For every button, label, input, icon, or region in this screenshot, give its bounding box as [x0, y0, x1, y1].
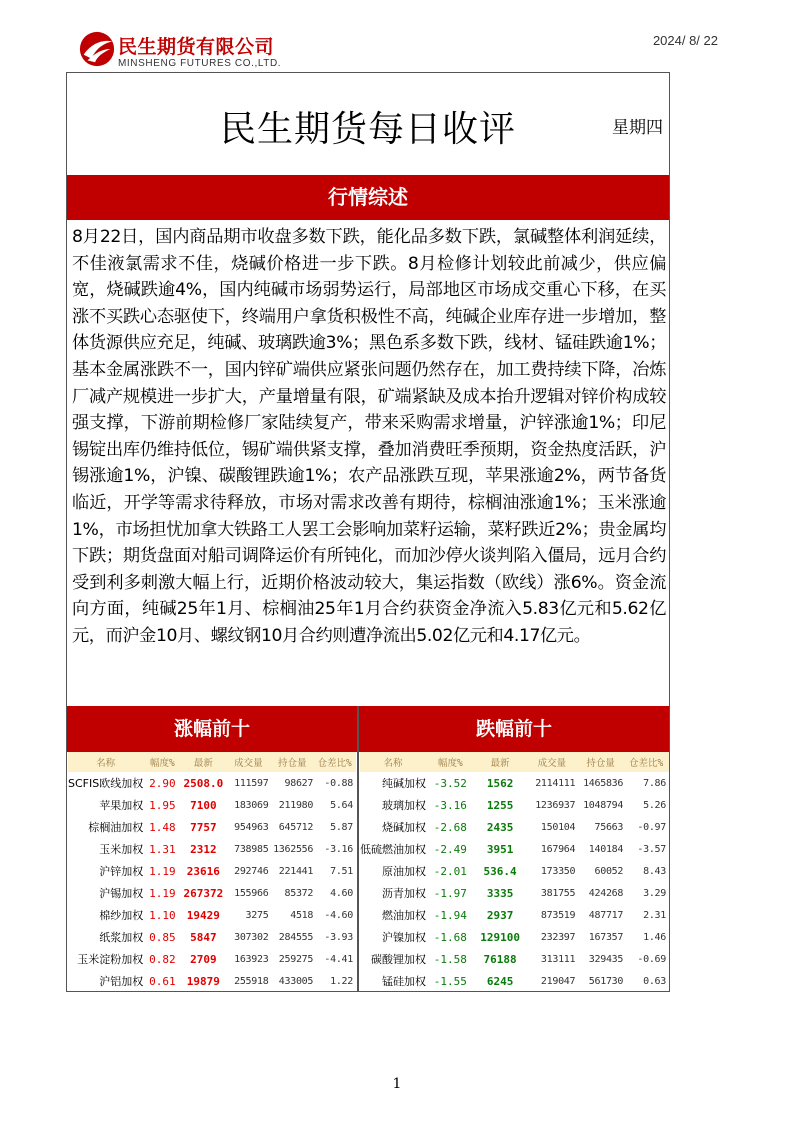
- table-row: [68, 860, 356, 882]
- last-price: 7757: [190, 820, 217, 834]
- open-interest: 561730: [588, 975, 624, 987]
- table-row: [360, 816, 669, 838]
- change-pct: -2.01: [433, 864, 467, 878]
- volume: 1236937: [535, 799, 576, 811]
- last-price: 19429: [186, 908, 220, 922]
- table-divider: [357, 706, 359, 992]
- oi-change-pct: 0.63: [643, 975, 666, 987]
- table-row: [360, 948, 669, 970]
- oi-change-pct: 4.60: [330, 887, 353, 899]
- change-pct: -1.55: [433, 974, 467, 988]
- column-header: 最新: [182, 752, 229, 772]
- last-price: 5847: [190, 930, 217, 944]
- volume: 155966: [234, 887, 269, 899]
- volume: 111597: [234, 777, 269, 789]
- open-interest: 98627: [284, 777, 314, 789]
- table-row: [68, 926, 356, 948]
- contract-name: 沪锌加权: [99, 865, 144, 878]
- volume: 873519: [540, 909, 576, 921]
- change-pct: 1.19: [149, 864, 176, 878]
- open-interest: 259275: [278, 953, 314, 965]
- change-pct: 1.48: [149, 820, 176, 834]
- last-price: 1255: [486, 798, 514, 812]
- last-price: 2312: [190, 842, 217, 856]
- company-name-cn: 民生期货有限公司: [118, 36, 275, 58]
- change-pct: 0.85: [149, 930, 176, 944]
- change-pct: -3.16: [433, 798, 467, 812]
- open-interest: 424268: [588, 887, 624, 899]
- last-price: 7100: [190, 798, 217, 812]
- open-interest: 167357: [588, 931, 624, 943]
- contract-name: 玻璃加权: [382, 799, 426, 812]
- change-pct: -1.94: [433, 908, 467, 922]
- open-interest: 645712: [278, 821, 314, 833]
- volume: 381755: [540, 887, 576, 899]
- open-interest: 1465836: [583, 777, 624, 789]
- volume: 255918: [234, 975, 269, 987]
- open-interest: 284555: [278, 931, 314, 943]
- table-row: [68, 838, 356, 860]
- oi-change-pct: -3.93: [324, 931, 353, 943]
- company-logo: [78, 30, 318, 74]
- change-pct: -1.58: [433, 952, 467, 966]
- table-row: [68, 904, 356, 926]
- contract-name: 苹果加权: [99, 799, 144, 812]
- volume: 173350: [540, 865, 576, 877]
- volume: 954963: [234, 821, 269, 833]
- last-price: 536.4: [483, 864, 517, 878]
- open-interest: 85372: [284, 887, 314, 899]
- contract-name: 沪镍加权: [382, 931, 426, 944]
- table-row: [360, 838, 669, 860]
- change-pct: -1.97: [433, 886, 467, 900]
- column-header: 仓差比%: [626, 752, 669, 772]
- open-interest: 1362556: [273, 843, 314, 855]
- table-header-row: [68, 752, 356, 772]
- oi-change-pct: 5.26: [643, 799, 666, 811]
- oi-change-pct: 1.22: [330, 975, 353, 987]
- report-date: 2024/ 8/ 22: [652, 33, 718, 48]
- column-header: 幅度%: [429, 752, 475, 772]
- table-row: [360, 882, 669, 904]
- open-interest: 60052: [594, 865, 624, 877]
- contract-name: 沪铝加权: [99, 975, 144, 988]
- oi-change-pct: 7.51: [330, 865, 353, 877]
- change-pct: 1.31: [149, 842, 176, 856]
- volume: 167964: [540, 843, 576, 855]
- minsheng-logo-icon: [78, 30, 116, 68]
- change-pct: 0.82: [149, 952, 176, 966]
- table-row: [68, 816, 356, 838]
- oi-change-pct: -0.97: [637, 821, 666, 833]
- table-row: [360, 926, 669, 948]
- open-interest: 75663: [594, 821, 624, 833]
- column-header: 持仓量: [578, 752, 626, 772]
- market-summary-text: 8月22日，国内商品期市收盘多数下跌，能化品多数下跌，氯碱整体利润延续，不佳液氯需求不佳，烧碱价格进一步下跌。8月检修计划较此前减少，供应偏宽，烧碱跌逾4%，国内纯碱市场弱势运行，局部地区市场成交重心下移，在买涨不买跌心态驱使下，终端用户拿货积极性不高，纯碱企业库存进一步增加，整体货源供应充足，纯碱、玻璃跌逾3%；黑色系多数下跌，线材、锰硅跌逾1%；基本金属涨跌不一，国内锌矿端供应紧张问题仍然存在，加工费持续下降，冶炼厂减产规模进一步扩大，产量增量有限，矿端紧缺及成本抬升逻辑对锌价构成较强支撑，下游前期检修厂家陆续复产，带来采购需求增量，沪锌涨逾1%；印尼锡锭出库仍维持低位，锡矿端供紧支撑，叠加消费旺季预期，资金热度活跃，沪锡涨逾1%，沪镍、碳酸锂跌逾1%；农产品涨跌互现，苹果涨逾2%，两节备货临近，开学等需求待释放，市场对需求改善有期待，棕榈油涨逾1%；玉米涨逾1%，市场担忧加拿大铁路工人罢工会影响加菜籽运输，菜籽跌近2%；贵金属均下跌；期货盘面对船司调降运价有所钝化，而加沙停火谈判陷入僵局，远月合约受到利多刺激大幅上行，近期价格波动较大，集运指数（欧线）涨6%。资金流向方面，纯碱25年1月、棕榈油25年1月合约获资金净流入5.83亿元和5.62亿元，而沪金10月、螺纹钢10月合约则遭净流出5.02亿元和4.17亿元。: [72, 227, 666, 646]
- column-header: 持仓量: [271, 752, 316, 772]
- volume: 163923: [234, 953, 269, 965]
- last-price: 2435: [486, 820, 514, 834]
- change-pct: 0.61: [149, 974, 176, 988]
- volume: 738985: [234, 843, 269, 855]
- contract-name: 纯碱加权: [382, 777, 426, 790]
- column-header: 成交量: [228, 752, 271, 772]
- table-row: [68, 948, 356, 970]
- last-price: 2709: [190, 952, 217, 966]
- open-interest: 1048794: [583, 799, 624, 811]
- last-price: 129100: [480, 930, 520, 944]
- contract-name: 沥青加权: [382, 887, 426, 900]
- page-number: 1: [392, 1076, 402, 1092]
- oi-change-pct: 2.31: [643, 909, 666, 921]
- oi-change-pct: -3.57: [637, 843, 666, 855]
- volume: 232397: [540, 931, 576, 943]
- contract-name: 低硫燃油加权: [360, 843, 426, 856]
- change-pct: 1.95: [149, 798, 176, 812]
- last-price: 3951: [486, 842, 514, 856]
- change-pct: 2.90: [149, 776, 176, 790]
- table-header-row: [360, 752, 669, 772]
- volume: 150104: [540, 821, 576, 833]
- last-price: 2508.0: [183, 776, 224, 790]
- contract-name: 原油加权: [382, 865, 426, 878]
- contract-name: 棉纱加权: [99, 909, 144, 922]
- volume: 183069: [234, 799, 269, 811]
- column-header: 幅度%: [146, 752, 181, 772]
- oi-change-pct: 5.87: [330, 821, 353, 833]
- contract-name: 纸浆加权: [99, 931, 144, 944]
- table-row: [68, 970, 356, 992]
- oi-change-pct: 3.29: [643, 887, 666, 899]
- losers-table: [360, 752, 669, 992]
- title-row: [67, 73, 669, 174]
- open-interest: 140184: [588, 843, 624, 855]
- column-header: 最新: [475, 752, 529, 772]
- table-row: [360, 860, 669, 882]
- change-pct: 1.10: [149, 908, 176, 922]
- change-pct: -1.68: [433, 930, 467, 944]
- contract-name: 玉米淀粉加权: [77, 953, 144, 966]
- last-price: 6245: [486, 974, 514, 988]
- last-price: 19879: [186, 974, 220, 988]
- column-header: 名称: [360, 752, 429, 772]
- oi-change-pct: 7.86: [643, 777, 666, 789]
- company-name-en: MINSHENG FUTURES CO.,LTD.: [118, 58, 282, 69]
- table-row: [68, 772, 356, 794]
- change-pct: -3.52: [433, 776, 467, 790]
- change-pct: 1.19: [149, 886, 176, 900]
- contract-name: SCFIS欧线加权: [68, 777, 144, 790]
- table-row: [68, 882, 356, 904]
- contract-name: 碳酸锂加权: [371, 953, 426, 966]
- open-interest: 487717: [588, 909, 624, 921]
- contract-name: 棕榈油加权: [88, 821, 144, 834]
- table-row: [360, 904, 669, 926]
- volume: 219047: [540, 975, 576, 987]
- contract-name: 玉米加权: [99, 843, 144, 856]
- change-pct: -2.49: [433, 842, 467, 856]
- contract-name: 燃油加权: [382, 909, 426, 922]
- change-pct: -2.68: [433, 820, 467, 834]
- oi-change-pct: -3.16: [324, 843, 353, 855]
- last-price: 23616: [186, 864, 220, 878]
- contract-name: 沪锡加权: [99, 887, 144, 900]
- oi-change-pct: -4.41: [324, 953, 353, 965]
- open-interest: 433005: [278, 975, 314, 987]
- table-row: [360, 794, 669, 816]
- oi-change-pct: 5.64: [330, 799, 353, 811]
- losers-heading: 跌幅前十: [359, 706, 669, 752]
- gainers-table: [68, 752, 356, 992]
- last-price: 2937: [486, 908, 514, 922]
- contract-name: 烧碱加权: [382, 821, 426, 834]
- last-price: 267372: [183, 886, 224, 900]
- volume: 313111: [540, 953, 576, 965]
- last-price: 76188: [483, 952, 517, 966]
- last-price: 3335: [486, 886, 514, 900]
- gainers-heading: 涨幅前十: [67, 706, 357, 752]
- column-header: 成交量: [528, 752, 578, 772]
- column-header: 名称: [68, 752, 146, 772]
- volume: 307302: [234, 931, 269, 943]
- open-interest: 329435: [588, 953, 624, 965]
- volume: 2114111: [535, 777, 576, 789]
- open-interest: 4518: [290, 909, 314, 921]
- oi-change-pct: 1.46: [643, 931, 666, 943]
- page-title: 民生期货每日收评: [219, 109, 516, 150]
- table-row: [68, 794, 356, 816]
- volume: 292746: [234, 865, 269, 877]
- table-row: [360, 772, 669, 794]
- summary-heading: 行情综述: [67, 175, 669, 220]
- weekday-label: 星期四: [612, 118, 663, 138]
- open-interest: 211980: [278, 799, 314, 811]
- volume: 3275: [245, 909, 269, 921]
- oi-change-pct: -4.60: [324, 909, 353, 921]
- oi-change-pct: -0.88: [324, 777, 353, 789]
- column-header: 仓差比%: [316, 752, 356, 772]
- last-price: 1562: [486, 776, 514, 790]
- oi-change-pct: -0.69: [637, 953, 666, 965]
- table-row: [360, 970, 669, 992]
- contract-name: 锰硅加权: [382, 975, 426, 988]
- oi-change-pct: 8.43: [643, 865, 666, 877]
- open-interest: 221441: [278, 865, 314, 877]
